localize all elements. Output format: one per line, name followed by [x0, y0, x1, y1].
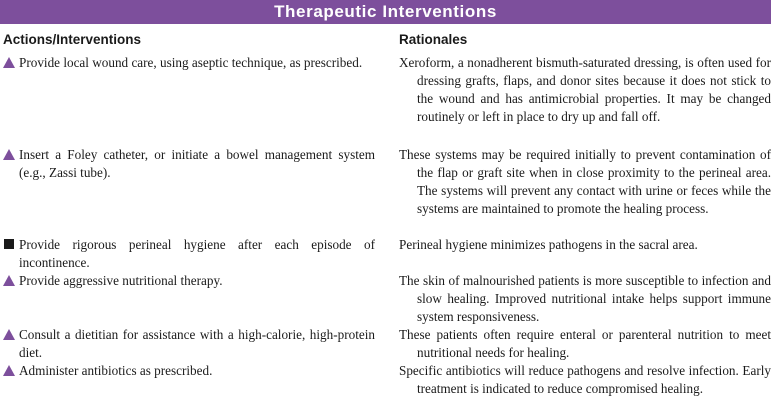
triangle-bullet-icon [3, 57, 15, 68]
section-title: Therapeutic Interventions [274, 2, 497, 21]
action-text: Provide local wound care, using aseptic technique, as prescribed. [19, 55, 363, 70]
action-cell [3, 146, 375, 182]
action-text: Provide rigorous perineal hygiene after each episode of incontinence. [19, 237, 375, 270]
action-text: Consult a dietitian for assistance with a high-calorie, high-protein diet. [19, 327, 375, 360]
rationale-text: The skin of malnourished patients is more susceptible to infection and slow healing. Improved nutritional intake helps support immune system responsiveness. [399, 273, 771, 324]
rationale-text: Specific antibiotics will reduce pathogens and resolve infection. Early treatment is indicated to reduce compromised healing. [399, 363, 771, 396]
section-banner [0, 0, 771, 24]
triangle-bullet-icon [3, 365, 15, 376]
actions-column-header: Actions/Interventions [3, 32, 142, 47]
action-cell [3, 362, 375, 380]
square-bullet-icon [3, 239, 15, 250]
triangle-bullet-icon [3, 275, 15, 286]
triangle-bullet-icon [3, 329, 15, 340]
triangle-bullet-icon [3, 149, 15, 160]
action-cell [3, 272, 375, 290]
rationales-column-header: Rationales [399, 32, 468, 47]
rationale-text: Xeroform, a nonadherent bismuth-saturated dressing, is often used for dressing grafts, flaps, and donor sites because it does not stick to the wound and has antimicrobial properties. It may be changed routinely or left in place to dry up and fall off. [399, 55, 771, 124]
rationale-text: Perineal hygiene minimizes pathogens in the sacral area. [399, 237, 698, 252]
rationale-text: These patients often require enteral or parenteral nutrition to meet nutritional needs for healing. [399, 327, 771, 360]
action-text: Provide aggressive nutritional therapy. [19, 273, 223, 288]
action-cell [3, 54, 375, 72]
action-text: Insert a Foley catheter, or initiate a bowel management system (e.g., Zassi tube). [19, 147, 375, 180]
action-cell [3, 236, 375, 272]
rationale-text: These systems may be required initially to prevent contamination of the flap or graft site when in close proximity to the perineal area. The systems will prevent any contact with urine or feces while the systems are maintained to promote the healing process. [399, 147, 771, 216]
action-cell [3, 326, 375, 362]
action-text: Administer antibiotics as prescribed. [19, 363, 213, 378]
